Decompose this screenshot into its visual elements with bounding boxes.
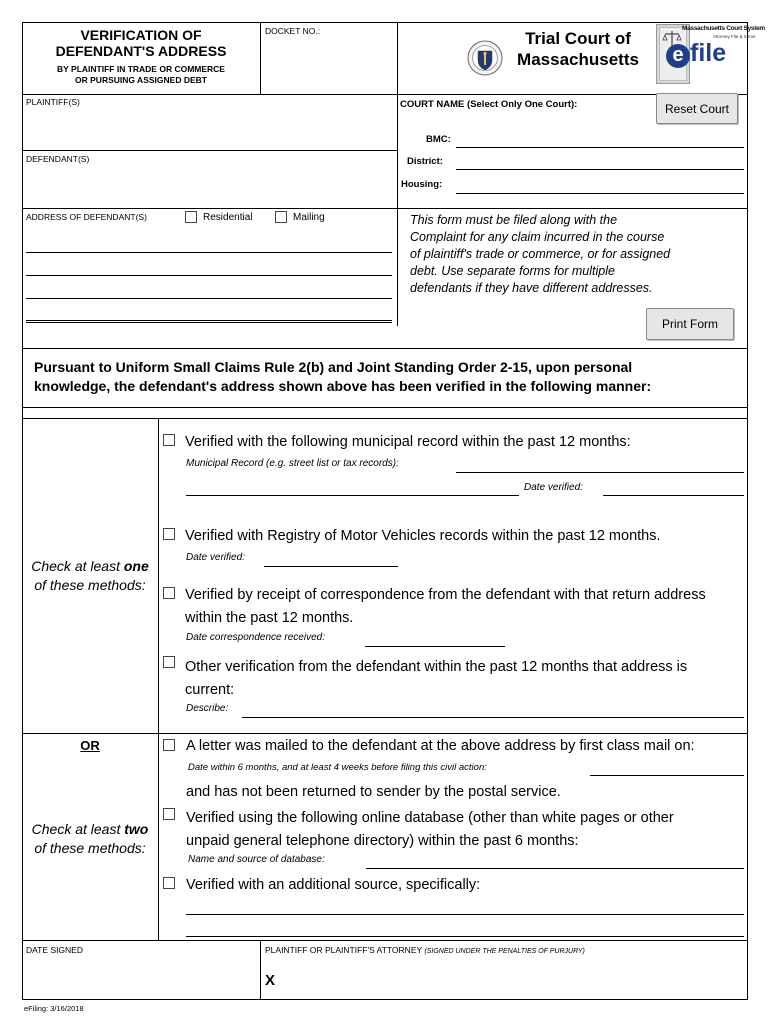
- mailing-checkbox[interactable]: [275, 211, 287, 223]
- database-name-label: Name and source of database:: [188, 854, 325, 865]
- reset-court-button[interactable]: Reset Court: [656, 93, 738, 124]
- form-subtitle-line2: OR PURSUING ASSIGNED DEBT: [75, 75, 207, 85]
- form-subtitle: [22, 64, 260, 86]
- divider: [22, 94, 748, 95]
- divider: [22, 418, 748, 419]
- signature-x: X: [265, 972, 276, 989]
- rmv-date-field[interactable]: [264, 566, 398, 567]
- correspondence-text-line1: Verified by receipt of correspondence from the defendant with that return address: [185, 587, 706, 603]
- group1-label: [22, 557, 158, 595]
- or-label: OR: [80, 738, 100, 753]
- address-label: ADDRESS OF DEFENDANT(S): [26, 212, 147, 222]
- mailing-label: Mailing: [293, 212, 325, 223]
- correspondence-text-line2: within the past 12 months.: [185, 610, 354, 626]
- additional-source-text: Verified with an additional source, specifically:: [186, 877, 481, 893]
- housing-label: Housing:: [401, 179, 443, 190]
- municipal-date-label: Date verified:: [524, 482, 583, 493]
- group1-label-line2: of these methods:: [34, 577, 146, 593]
- bmc-field[interactable]: [456, 147, 744, 148]
- form-title-line1: VERIFICATION OF: [80, 27, 202, 43]
- signer-label-text: PLAINTIFF OR PLAINTIFF'S ATTORNEY: [265, 945, 423, 955]
- correspondence-date-label: Date correspondence received:: [186, 632, 325, 643]
- efile-sub-text: Attorney File & Serve: [713, 34, 756, 39]
- defendant-label: DEFENDANT(S): [26, 154, 90, 164]
- filing-notice-line2: Complaint for any claim incurred in the course: [410, 230, 665, 244]
- correspondence-checkbox[interactable]: [163, 587, 175, 599]
- address-line-3[interactable]: [26, 298, 392, 299]
- mailed-letter-text: A letter was mailed to the defendant at the above address by first class mail on:: [186, 738, 695, 754]
- docket-label: DOCKET NO.:: [265, 26, 321, 36]
- other-verification-checkbox[interactable]: [163, 656, 175, 668]
- describe-field[interactable]: [242, 717, 744, 718]
- group2-label-pre: Check at least: [31, 821, 125, 837]
- efile-logo: [656, 24, 765, 88]
- divider: [22, 208, 748, 209]
- divider: [158, 418, 159, 940]
- filing-notice-line5: defendants if they have different addresses.: [410, 281, 653, 295]
- residential-label: Residential: [203, 212, 253, 223]
- divider: [397, 94, 398, 326]
- rmv-checkbox[interactable]: [163, 528, 175, 540]
- rmv-text: Verified with Registry of Motor Vehicles records within the past 12 months.: [185, 528, 661, 544]
- describe-label: Describe:: [186, 703, 229, 714]
- district-field[interactable]: [456, 169, 744, 170]
- residential-checkbox[interactable]: [185, 211, 197, 223]
- form-title: [22, 27, 260, 59]
- signer-label: [265, 945, 585, 955]
- municipal-record-text: Verified with the following municipal record within the past 12 months:: [185, 434, 631, 450]
- efiling-date: eFiling: 3/16/2018: [24, 1004, 84, 1013]
- filing-notice-line1: This form must be filed along with the: [410, 213, 618, 227]
- divider: [26, 322, 392, 323]
- massachusetts-seal-icon: [467, 40, 503, 76]
- form-subtitle-line1: BY PLAINTIFF IN TRADE OR COMMERCE: [57, 64, 225, 74]
- other-verification-text: [185, 656, 687, 702]
- date-signed-label: DATE SIGNED: [26, 945, 83, 955]
- group2-label-line2: of these methods:: [34, 840, 146, 856]
- plaintiff-label: PLAINTIFF(S): [26, 97, 80, 107]
- municipal-record-field[interactable]: [456, 472, 744, 473]
- municipal-record-checkbox[interactable]: [163, 434, 175, 446]
- municipal-date-field[interactable]: [603, 495, 744, 496]
- additional-source-field-2[interactable]: [186, 936, 744, 937]
- divider: [22, 733, 748, 734]
- correspondence-date-field[interactable]: [365, 646, 505, 647]
- online-database-text: [186, 807, 674, 853]
- group1-label-pre: Check at least: [31, 558, 124, 574]
- correspondence-text: [185, 584, 706, 630]
- pursuant-line1: Pursuant to Uniform Small Claims Rule 2(b) and Joint Standing Order 2-15, upon personal: [34, 359, 633, 375]
- group1-label-bold: one: [123, 558, 149, 574]
- divider: [22, 940, 748, 941]
- online-database-checkbox[interactable]: [163, 808, 175, 820]
- divider: [22, 348, 748, 349]
- mailed-date-label: Date within 6 months, and at least 4 weeks before filing this civil action:: [188, 762, 487, 773]
- signer-note: (SIGNED UNDER THE PENALTIES OF PURJURY): [424, 948, 585, 955]
- pursuant-text: [34, 358, 651, 396]
- court-title-line2: Massachusetts: [517, 50, 639, 69]
- divider: [22, 150, 397, 151]
- pursuant-line2: knowledge, the defendant's address shown above has been verified in the following manner:: [34, 378, 652, 394]
- online-database-line1: Verified using the following online database (other than white pages or other: [186, 810, 674, 826]
- database-name-field[interactable]: [366, 868, 744, 869]
- efile-e-icon: e: [666, 44, 690, 68]
- court-title-line1: Trial Court of: [525, 29, 631, 48]
- group2-label: [22, 820, 158, 858]
- efile-top-text: Massachusetts Court System: [682, 25, 765, 32]
- additional-source-field[interactable]: [186, 914, 744, 915]
- form-title-line2: DEFENDANT'S ADDRESS: [55, 43, 227, 59]
- address-line-4[interactable]: [26, 320, 392, 321]
- divider: [260, 22, 261, 94]
- filing-notice: [410, 212, 670, 297]
- rmv-date-label: Date verified:: [186, 552, 245, 563]
- municipal-record-label: Municipal Record (e.g. street list or tax records):: [186, 458, 399, 469]
- mailed-letter-checkbox[interactable]: [163, 739, 175, 751]
- court-title: [508, 28, 648, 70]
- district-label: District:: [407, 156, 443, 167]
- divider: [397, 22, 398, 94]
- housing-field[interactable]: [456, 193, 744, 194]
- divider: [260, 940, 261, 1000]
- bmc-label: BMC:: [426, 134, 451, 145]
- mailed-letter-text-2: and has not been returned to sender by the postal service.: [186, 784, 561, 800]
- divider: [22, 407, 748, 408]
- address-line-1[interactable]: [26, 252, 392, 253]
- filing-notice-line4: debt. Use separate forms for multiple: [410, 264, 615, 278]
- court-name-label: COURT NAME (Select Only One Court):: [400, 99, 578, 110]
- other-verification-line2: current:: [185, 682, 235, 698]
- print-form-button[interactable]: Print Form: [646, 308, 734, 340]
- mailed-date-field[interactable]: [590, 775, 744, 776]
- address-line-2[interactable]: [26, 275, 392, 276]
- additional-source-checkbox[interactable]: [163, 877, 175, 889]
- other-verification-line1: Other verification from the defendant within the past 12 months that address is: [185, 659, 688, 675]
- online-database-line2: unpaid general telephone directory) within the past 6 months:: [186, 833, 579, 849]
- group2-label-bold: two: [124, 821, 149, 837]
- efile-word: file: [690, 39, 727, 67]
- filing-notice-line3: of plaintiff's trade or commerce, or for assigned: [410, 247, 671, 261]
- municipal-record-field-2[interactable]: [186, 495, 519, 496]
